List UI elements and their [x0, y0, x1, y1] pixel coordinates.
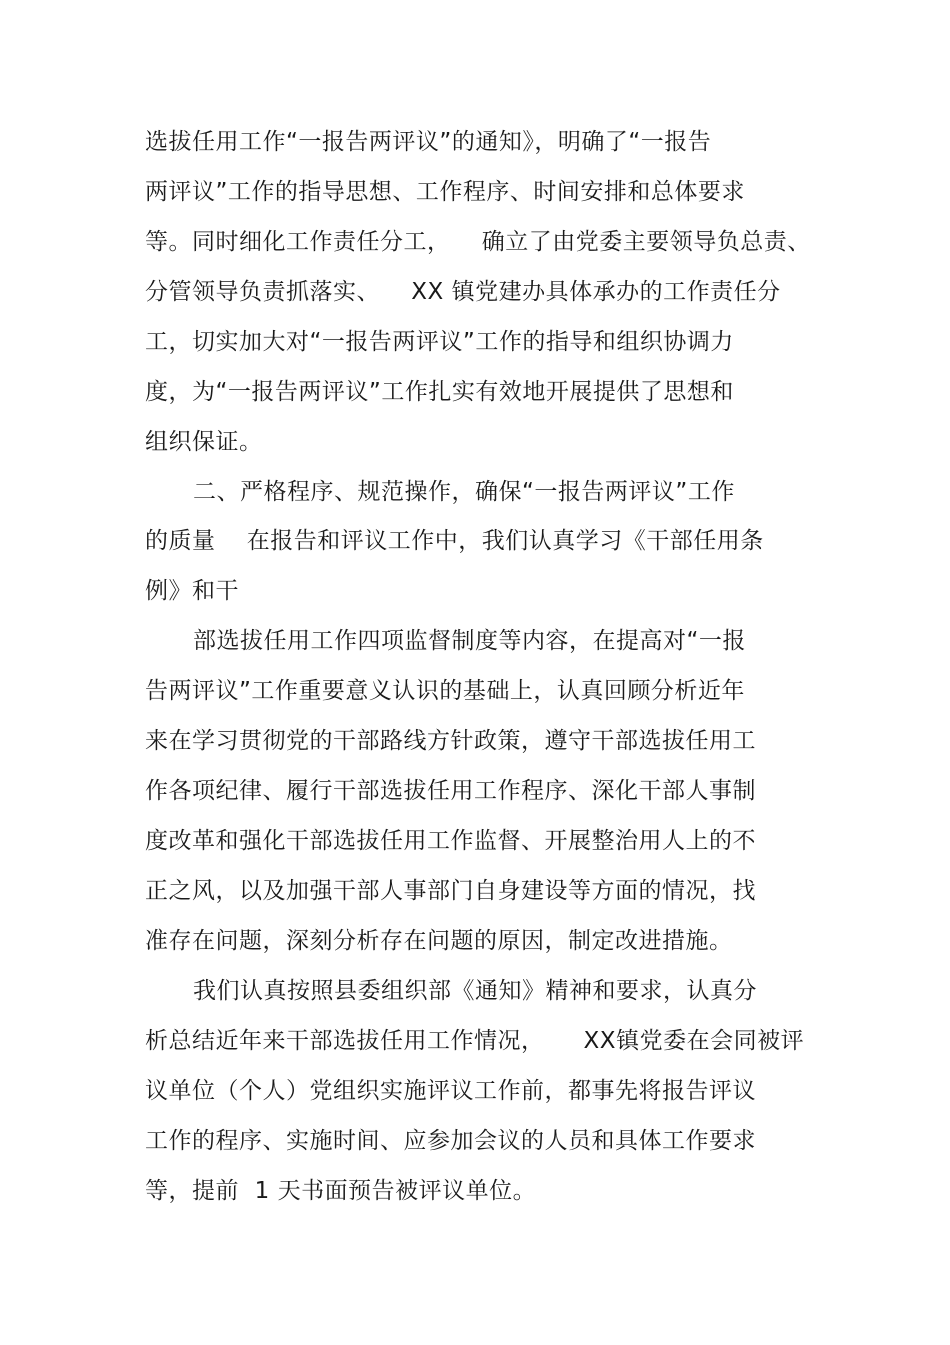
text-line: 组织保证。: [145, 429, 263, 455]
text-line: 告两评议”工作重要意义认识的基础上，认真回顾分析近年: [145, 678, 745, 704]
text-line: 我们认真按照县委组织部《通知》精神和要求，认真分: [193, 978, 757, 1004]
text-line: 的质量 在报告和评议工作中，我们认真学习《干部任用条: [145, 528, 764, 554]
text-line: 析总结近年来干部选拔任用工作情况， XX镇党委在会同被评: [145, 1028, 805, 1054]
text-line: 选拔任用工作“一报告两评议”的通知》，明确了“一报告: [145, 129, 712, 155]
text-line: 部选拔任用工作四项监督制度等内容，在提高对“一报: [193, 628, 746, 654]
text-line: 正之风，以及加强干部人事部门自身建设等方面的情况，找: [145, 878, 756, 904]
section-heading: 二、严格程序、规范操作，确保“一报告两评议”工作: [193, 479, 735, 505]
text-line: 两评议”工作的指导思想、工作程序、时间安排和总体要求: [145, 179, 745, 205]
text-line: 分管领导负责抓落实、 XX 镇党建办具体承办的工作责任分: [145, 279, 781, 305]
text-line: 准存在问题，深刻分析存在问题的原因，制定改进措施。: [145, 928, 733, 954]
text-line: 工作的程序、实施时间、应参加会议的人员和具体工作要求: [145, 1128, 756, 1154]
text-line: 度改革和强化干部选拔任用工作监督、开展整治用人上的不: [145, 828, 756, 854]
text-line: 例》和干: [145, 578, 239, 604]
text-line: 等。同时细化工作责任分工， 确立了由党委主要领导负总责、: [145, 229, 811, 255]
text-line: 等，提前 1 天书面预告被评议单位。: [145, 1178, 537, 1204]
text-line: 作各项纪律、履行干部选拔任用工作程序、深化干部人事制: [145, 778, 756, 804]
text-line: 工，切实加大对“一报告两评议”工作的指导和组织协调力: [145, 329, 734, 355]
text-line: 议单位（个人）党组织实施评议工作前，都事先将报告评议: [145, 1078, 756, 1104]
text-line: 来在学习贯彻党的干部路线方针政策，遵守干部选拔任用工: [145, 728, 756, 754]
text-line: 度，为“一报告两评议”工作扎实有效地开展提供了思想和: [145, 379, 734, 405]
